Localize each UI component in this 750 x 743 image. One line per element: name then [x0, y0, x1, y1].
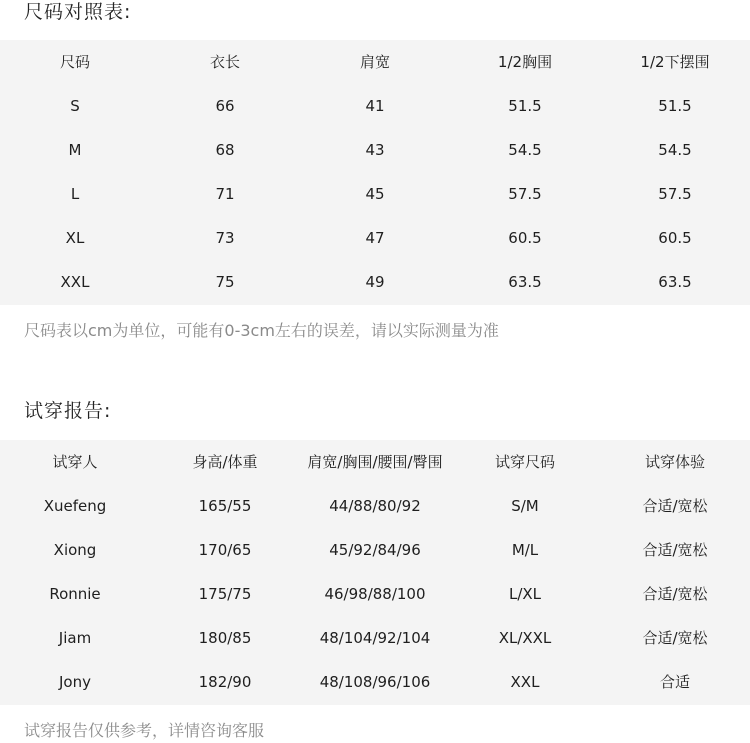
fit-report-cell: 44/88/80/92 — [329, 497, 421, 515]
fit-report-cell: 48/104/92/104 — [319, 629, 431, 647]
fit-report-row — [0, 484, 750, 528]
size-chart-header-cell: 肩宽 — [359, 53, 390, 71]
fit-report-cell: 合适/宽松 — [642, 585, 708, 603]
size-chart-row — [0, 128, 750, 172]
fit-report-cell: 合适/宽松 — [642, 629, 708, 647]
size-chart-cell: M — [68, 141, 82, 159]
size-chart-cell: 49 — [365, 273, 385, 291]
size-chart-cell: 57.5 — [658, 185, 692, 203]
size-chart-cell: S — [70, 97, 80, 115]
fit-report-title: 试穿报告: — [24, 400, 112, 422]
fit-report-row — [0, 660, 750, 704]
size-chart-cell: 71 — [215, 185, 235, 203]
fit-report-cell: Ronnie — [49, 585, 101, 603]
size-chart-cell: 68 — [215, 141, 235, 159]
size-chart-cell: 45 — [365, 185, 385, 203]
fit-report-header-cell: 试穿尺码 — [494, 453, 555, 471]
fit-report-cell: S/M — [511, 497, 539, 515]
size-chart-row — [0, 172, 750, 216]
size-chart-cell: 60.5 — [508, 229, 542, 247]
fit-report-cell: 180/85 — [198, 629, 252, 647]
size-chart-header-cell: 1/2胸围 — [497, 53, 553, 71]
size-chart-note: 尺码表以cm为单位，可能有0-3cm左右的误差，请以实际测量为准 — [24, 321, 499, 340]
fit-report-cell: 合适/宽松 — [642, 497, 708, 515]
size-chart-header-row — [0, 40, 750, 84]
fit-report-cell: Jony — [59, 673, 91, 691]
size-chart-cell: XXL — [60, 273, 90, 291]
size-chart-row — [0, 216, 750, 260]
fit-report-header-cell: 试穿人 — [52, 453, 98, 471]
size-chart-title: 尺码对照表: — [24, 1, 132, 23]
fit-report-cell: 170/65 — [198, 541, 252, 559]
size-chart-header-cell: 尺码 — [59, 53, 90, 71]
fit-report-cell: 合适 — [659, 673, 690, 691]
fit-report-cell: Xuefeng — [43, 497, 107, 515]
size-chart-cell: 54.5 — [658, 141, 692, 159]
size-chart-header-cell: 衣长 — [209, 53, 240, 71]
size-chart-table — [0, 40, 750, 305]
fit-report-row — [0, 572, 750, 616]
size-chart-cell: 51.5 — [508, 97, 542, 115]
fit-report-cell: 48/108/96/106 — [319, 673, 431, 691]
size-chart-cell: 51.5 — [658, 97, 692, 115]
fit-report-cell: L/XL — [508, 585, 542, 603]
size-chart-cell: 60.5 — [658, 229, 692, 247]
size-chart-cell: 63.5 — [658, 273, 692, 291]
fit-report-cell: 165/55 — [198, 497, 252, 515]
fit-report-header-cell: 试穿体验 — [644, 453, 705, 471]
size-chart-cell: 75 — [215, 273, 235, 291]
size-chart-cell: 43 — [365, 141, 385, 159]
size-chart-cell: 54.5 — [508, 141, 542, 159]
fit-report-header-cell: 身高/体重 — [192, 453, 258, 471]
fit-report-cell: 45/92/84/96 — [329, 541, 421, 559]
size-chart-cell: 57.5 — [508, 185, 542, 203]
fit-report-row — [0, 616, 750, 660]
fit-report-row — [0, 528, 750, 572]
fit-report-cell: XXL — [510, 673, 540, 691]
fit-report-cell: Jiam — [58, 629, 92, 647]
fit-report-cell: 175/75 — [198, 585, 252, 603]
size-chart-cell: 41 — [365, 97, 385, 115]
fit-report-table — [0, 440, 750, 705]
fit-report-cell: 46/98/88/100 — [324, 585, 426, 603]
size-chart-cell: XL — [65, 229, 85, 247]
fit-report-cell: 合适/宽松 — [642, 541, 708, 559]
fit-report-cell: M/L — [511, 541, 539, 559]
size-chart-row — [0, 260, 750, 304]
size-chart-row — [0, 84, 750, 128]
size-chart-cell: L — [70, 185, 80, 203]
size-chart-cell: 66 — [215, 97, 235, 115]
fit-report-header-cell: 肩宽/胸围/腰围/臀围 — [307, 453, 443, 471]
fit-report-cell: XL/XXL — [498, 629, 552, 647]
size-chart-cell: 47 — [365, 229, 385, 247]
fit-report-cell: Xiong — [53, 541, 97, 559]
fit-report-header-row — [0, 440, 750, 484]
fit-report-cell: 182/90 — [198, 673, 252, 691]
size-chart-header-cell: 1/2下摆围 — [640, 53, 710, 71]
size-chart-cell: 63.5 — [508, 273, 542, 291]
size-chart-cell: 73 — [215, 229, 235, 247]
fit-report-note: 试穿报告仅供参考，详情咨询客服 — [24, 721, 265, 740]
